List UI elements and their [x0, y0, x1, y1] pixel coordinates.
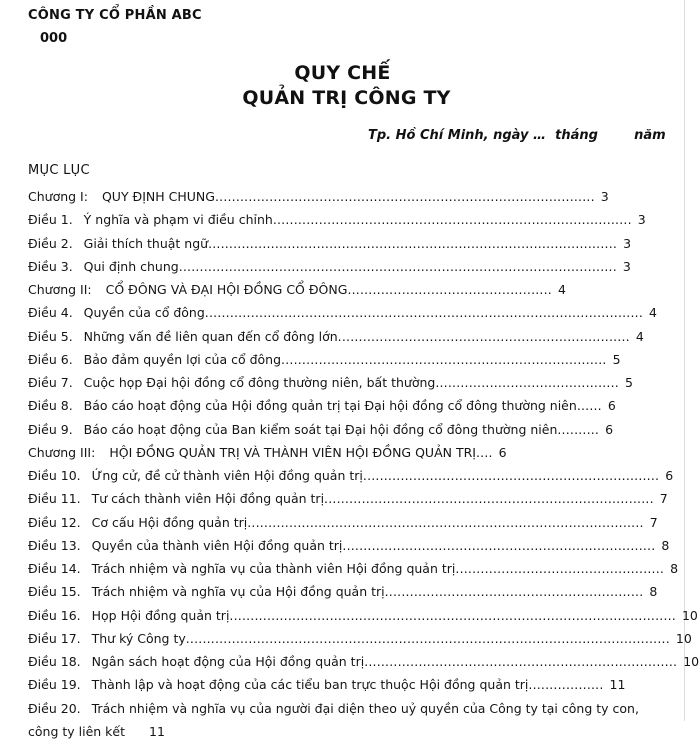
- toc-entry-number: Điều 8.: [28, 398, 73, 413]
- toc-entry-leader: ..................: [528, 677, 603, 692]
- toc-entry[interactable]: [28, 208, 668, 231]
- toc-entry-number: Điều 12.: [28, 515, 81, 530]
- toc-entry-page: 7: [654, 491, 668, 506]
- toc-entry-number: Điều 7.: [28, 375, 73, 390]
- toc-entry-page: 8: [664, 561, 678, 576]
- toc-entry-leader: ......................................................................................: [273, 212, 632, 227]
- toc-entry-page: 3: [617, 259, 631, 274]
- toc-entry-number: Điều 14.: [28, 561, 81, 576]
- toc-entry[interactable]: [28, 627, 668, 650]
- toc-entry-title: Ngân sách hoạt động của Hội đồng quản trị: [92, 654, 365, 669]
- toc-entry-number: Điều 9.: [28, 422, 73, 437]
- toc-entry-title: Thư ký Công ty: [92, 631, 186, 646]
- toc-entry-leader: ..................................................: [455, 561, 664, 576]
- toc-entry-page: 8: [643, 584, 657, 599]
- table-of-contents: [28, 185, 668, 743]
- toc-entry[interactable]: [28, 371, 668, 394]
- toc-entry-leader: ......................................................................: [338, 329, 630, 344]
- toc-entry-page: 3: [617, 236, 631, 251]
- toc-entry[interactable]: [28, 394, 668, 417]
- toc-entry-title-continued: công ty liên kết: [28, 724, 125, 739]
- toc-entry[interactable]: [28, 348, 668, 371]
- toc-entry-title: Trách nhiệm và nghĩa vụ của thành viên Hội đồng quản trị: [92, 561, 456, 576]
- toc-entry[interactable]: [28, 511, 668, 534]
- toc-entry-number: Điều 16.: [28, 608, 81, 623]
- toc-entry-number: Điều 4.: [28, 305, 73, 320]
- toc-entry-page: 6: [493, 445, 507, 460]
- toc-entry-number: Điều 2.: [28, 236, 73, 251]
- toc-entry-leader: .........................................................................................................: [179, 259, 617, 274]
- toc-entry[interactable]: [28, 557, 668, 580]
- toc-entry-leader: ...............................................................................................: [247, 515, 643, 530]
- toc-entry-title: Qui định chung: [84, 259, 179, 274]
- toc-entry-number: Điều 13.: [28, 538, 81, 553]
- place-date-line: Tp. Hồ Chí Minh, ngày … tháng năm: [368, 128, 666, 143]
- toc-entry-title: Trách nhiệm và nghĩa vụ của người đại diện theo uỷ quyền của Công ty tại công ty con,: [92, 701, 639, 716]
- toc-entry-leader: ..............................................................: [385, 584, 644, 599]
- toc-entry-title: CỔ ĐÔNG VÀ ĐẠI HỘI ĐỒNG CỔ ĐÔNG: [106, 282, 348, 297]
- document-title-line1: QUY CHẾ: [0, 62, 685, 84]
- toc-entry-number: Điều 18.: [28, 654, 81, 669]
- toc-entry-page: 11: [125, 724, 165, 739]
- toc-entry-leader: ....................................................................................................................: [186, 631, 670, 646]
- toc-entry-page: 3: [632, 212, 646, 227]
- toc-entry-page: 10: [676, 608, 698, 623]
- toc-entry-leader: .......................................................................: [363, 468, 659, 483]
- toc-entry-page: 7: [644, 515, 658, 530]
- toc-entry-number: Điều 6.: [28, 352, 73, 367]
- toc-entry-title: Quyền của cổ đông: [84, 305, 205, 320]
- toc-entry-title: Quyền của thành viên Hội đồng quản trị: [92, 538, 343, 553]
- toc-entry-page: 10: [670, 631, 692, 646]
- toc-entry-number: Điều 10.: [28, 468, 81, 483]
- toc-entry-number: Điều 11.: [28, 491, 81, 506]
- toc-entry-line: [28, 720, 668, 743]
- toc-entry[interactable]: [28, 697, 668, 743]
- toc-entry[interactable]: [28, 673, 668, 696]
- toc-entry-number: Điều 5.: [28, 329, 73, 344]
- toc-entry-number: Chương III:: [28, 445, 95, 460]
- toc-entry-page: 6: [599, 422, 613, 437]
- company-name: CÔNG TY CỔ PHẦN ABC: [28, 8, 202, 23]
- toc-entry[interactable]: [28, 185, 668, 208]
- toc-entry-title: HỘI ĐỒNG QUẢN TRỊ VÀ THÀNH VIÊN HỘI ĐỒNG QUẢN TRỊ: [109, 445, 476, 460]
- toc-entry[interactable]: [28, 464, 668, 487]
- toc-entry[interactable]: [28, 418, 668, 441]
- toc-heading: MỤC LỤC: [28, 163, 90, 178]
- toc-entry-title: Giải thích thuật ngữ: [84, 236, 208, 251]
- toc-entry-title: Ý nghĩa và phạm vi điều chỉnh: [84, 212, 273, 227]
- toc-entry-title: Ứng cử, đề cử thành viên Hội đồng quản trị: [92, 468, 363, 483]
- toc-entry-page: 11: [604, 677, 626, 692]
- toc-entry-title: Bảo đảm quyền lợi của cổ đông: [84, 352, 281, 367]
- toc-entry-number: Điều 1.: [28, 212, 73, 227]
- toc-entry-number: Điều 17.: [28, 631, 81, 646]
- toc-entry[interactable]: [28, 604, 668, 627]
- toc-entry-leader: ...............................................................................: [324, 491, 654, 506]
- toc-entry-leader: ...........................................................................: [342, 538, 655, 553]
- toc-entry-leader: ...........................................................................................................: [229, 608, 676, 623]
- toc-entry-title: Trách nhiệm và nghĩa vụ của Hội đồng quản trị: [92, 584, 385, 599]
- toc-entry-page: 10: [677, 654, 699, 669]
- toc-entry-leader: ..........: [557, 422, 599, 437]
- toc-entry-page: 4: [630, 329, 644, 344]
- toc-entry-leader: .................................................: [347, 282, 552, 297]
- toc-entry-title: Cuộc họp Đại hội đồng cổ đông thường niên, bất thường: [84, 375, 436, 390]
- toc-entry-number: Điều 19.: [28, 677, 81, 692]
- company-code: 000: [40, 31, 67, 46]
- toc-entry-page: 8: [655, 538, 669, 553]
- toc-entry[interactable]: [28, 278, 668, 301]
- toc-entry[interactable]: [28, 534, 668, 557]
- toc-entry-page: 6: [602, 398, 616, 413]
- toc-entry[interactable]: [28, 487, 668, 510]
- toc-entry-title: Báo cáo hoạt động của Hội đồng quản trị tại Đại hội đồng cổ đông thường niên: [84, 398, 577, 413]
- toc-entry-page: 6: [659, 468, 673, 483]
- toc-entry-title: Những vấn đề liên quan đến cổ đông lớn: [84, 329, 338, 344]
- toc-entry-number: Điều 20.: [28, 701, 81, 716]
- toc-entry-page: 4: [552, 282, 566, 297]
- toc-entry-leader: ...........................................................................................: [215, 189, 595, 204]
- document-title-line2: QUẢN TRỊ CÔNG TY: [4, 87, 689, 109]
- toc-entry-line: [28, 697, 668, 720]
- toc-entry-title: Thành lập và hoạt động của các tiểu ban trực thuộc Hội đồng quản trị: [92, 677, 529, 692]
- toc-entry[interactable]: [28, 441, 668, 464]
- toc-entry-number: Điều 15.: [28, 584, 81, 599]
- toc-entry[interactable]: [28, 301, 668, 324]
- toc-entry-title: Họp Hội đồng quản trị: [92, 608, 230, 623]
- toc-entry-leader: ..............................................................................: [281, 352, 607, 367]
- toc-entry[interactable]: [28, 232, 668, 255]
- toc-entry-page: 3: [595, 189, 609, 204]
- toc-entry[interactable]: [28, 580, 668, 603]
- toc-entry-leader: ....: [476, 445, 493, 460]
- toc-entry-leader: .........................................................................................................: [205, 305, 643, 320]
- toc-entry-number: Điều 3.: [28, 259, 73, 274]
- toc-entry-title: Tư cách thành viên Hội đồng quản trị: [92, 491, 324, 506]
- toc-entry-page: 5: [619, 375, 633, 390]
- toc-entry-leader: ...........................................................................: [364, 654, 677, 669]
- toc-entry[interactable]: [28, 325, 668, 348]
- toc-entry-leader: ............................................: [435, 375, 619, 390]
- toc-entry-leader: ..................................................................................................: [208, 236, 617, 251]
- toc-entry-title: Báo cáo hoạt động của Ban kiểm soát tại Đại hội đồng cổ đông thường niên: [84, 422, 558, 437]
- toc-entry-number: Chương II:: [28, 282, 92, 297]
- toc-entry[interactable]: [28, 650, 668, 673]
- toc-entry-leader: ......: [577, 398, 602, 413]
- toc-entry-page: 4: [643, 305, 657, 320]
- toc-entry[interactable]: [28, 255, 668, 278]
- toc-entry-title: QUY ĐỊNH CHUNG: [102, 189, 215, 204]
- toc-entry-page: 5: [607, 352, 621, 367]
- toc-entry-number: Chương I:: [28, 189, 88, 204]
- toc-entry-title: Cơ cấu Hội đồng quản trị: [92, 515, 248, 530]
